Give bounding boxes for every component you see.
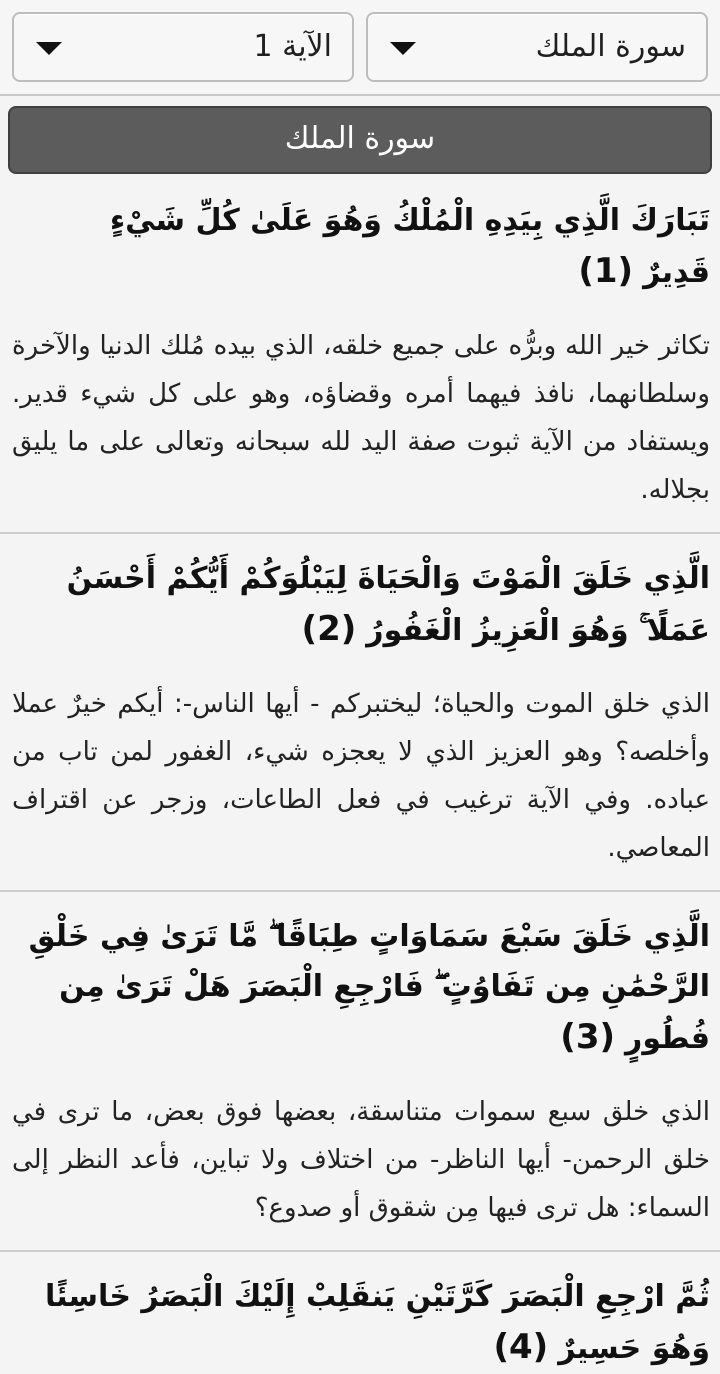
ayah-number: (4) (493, 1327, 549, 1367)
ayah-text (12, 176, 710, 298)
ayah-number: (2) (301, 609, 357, 649)
ayah-number: (3) (560, 1017, 616, 1057)
ayah-arabic: ثُمَّ ارْجِعِ الْبَصَرَ كَرَّتَيْنِ يَنقَلِبْ إِلَيْكَ الْبَصَرُ خَاسِئًا وَهُوَ حَسِيرٌ (45, 1279, 710, 1366)
ayah-tafsir: الذي خلق سبع سموات متناسقة، بعضها فوق بعض، ما ترى في خلق الرحمن- أيها الناظر- من اختلاف ولا تباين، فأعد النظر إلى السماء: هل ترى فيها مِن شقوق أو صدوع؟ (12, 1097, 710, 1223)
ayah-tafsir: الذي خلق الموت والحياة؛ ليختبركم - أيها الناس-: أيكم خيرٌ عملا وأخلصه؟ وهو العزيز الذي لا يعجزه شيء، الغفور لمن تاب من عباده. وفي الآية ترغيب في فعل الطاعات، وزجر عن اقتراف المعاصي. (12, 689, 710, 863)
ayah-text (12, 1252, 710, 1374)
ayat-list[interactable] (0, 176, 720, 1367)
ayah-text (12, 534, 710, 656)
ayah-tafsir: تكاثر خير الله وبرُّه على جميع خلقه، الذي بيده مُلك الدنيا والآخرة وسلطانهما، نافذ فيهما أمره وقضاؤه، وهو على كل شيء قدير. ويستفاد من الآية ثبوت صفة اليد لله سبحانه وتعالى على ما يليق بجلاله. (12, 331, 710, 505)
surah-select[interactable] (366, 12, 708, 82)
surah-title: سورة الملك (8, 106, 712, 174)
ayah-select[interactable] (12, 12, 354, 82)
ayah-arabic: الَّذِي خَلَقَ سَبْعَ سَمَاوَاتٍ طِبَاقًا ۖ مَّا تَرَىٰ فِي خَلْقِ الرَّحْمَٰنِ مِن تَفَاوُتٍ ۖ فَارْجِعِ الْبَصَرَ هَلْ تَرَىٰ مِن فُطُورٍ (28, 919, 710, 1056)
ayah-text (12, 892, 710, 1064)
ayah-item[interactable] (0, 534, 720, 892)
ayah-arabic: الَّذِي خَلَقَ الْمَوْتَ وَالْحَيَاةَ لِيَبْلُوَكُمْ أَيُّكُمْ أَحْسَنُ عَمَلًا ۚ وَهُوَ الْعَزِيزُ الْغَفُورُ (66, 561, 710, 648)
ayah-item[interactable] (0, 1252, 720, 1374)
ayah-select-value: الآية 1 (253, 29, 332, 64)
top-bar (0, 0, 720, 96)
chevron-down-icon (390, 42, 416, 55)
ayah-arabic: تَبَارَكَ الَّذِي بِيَدِهِ الْمُلْكُ وَهُوَ عَلَىٰ كُلِّ شَيْءٍ قَدِيرٌ (109, 203, 710, 290)
ayah-item[interactable] (0, 892, 720, 1252)
surah-select-value: سورة الملك (535, 29, 686, 64)
chevron-down-icon (36, 42, 62, 55)
ayah-item[interactable] (0, 176, 720, 534)
ayah-number: (1) (578, 251, 634, 291)
